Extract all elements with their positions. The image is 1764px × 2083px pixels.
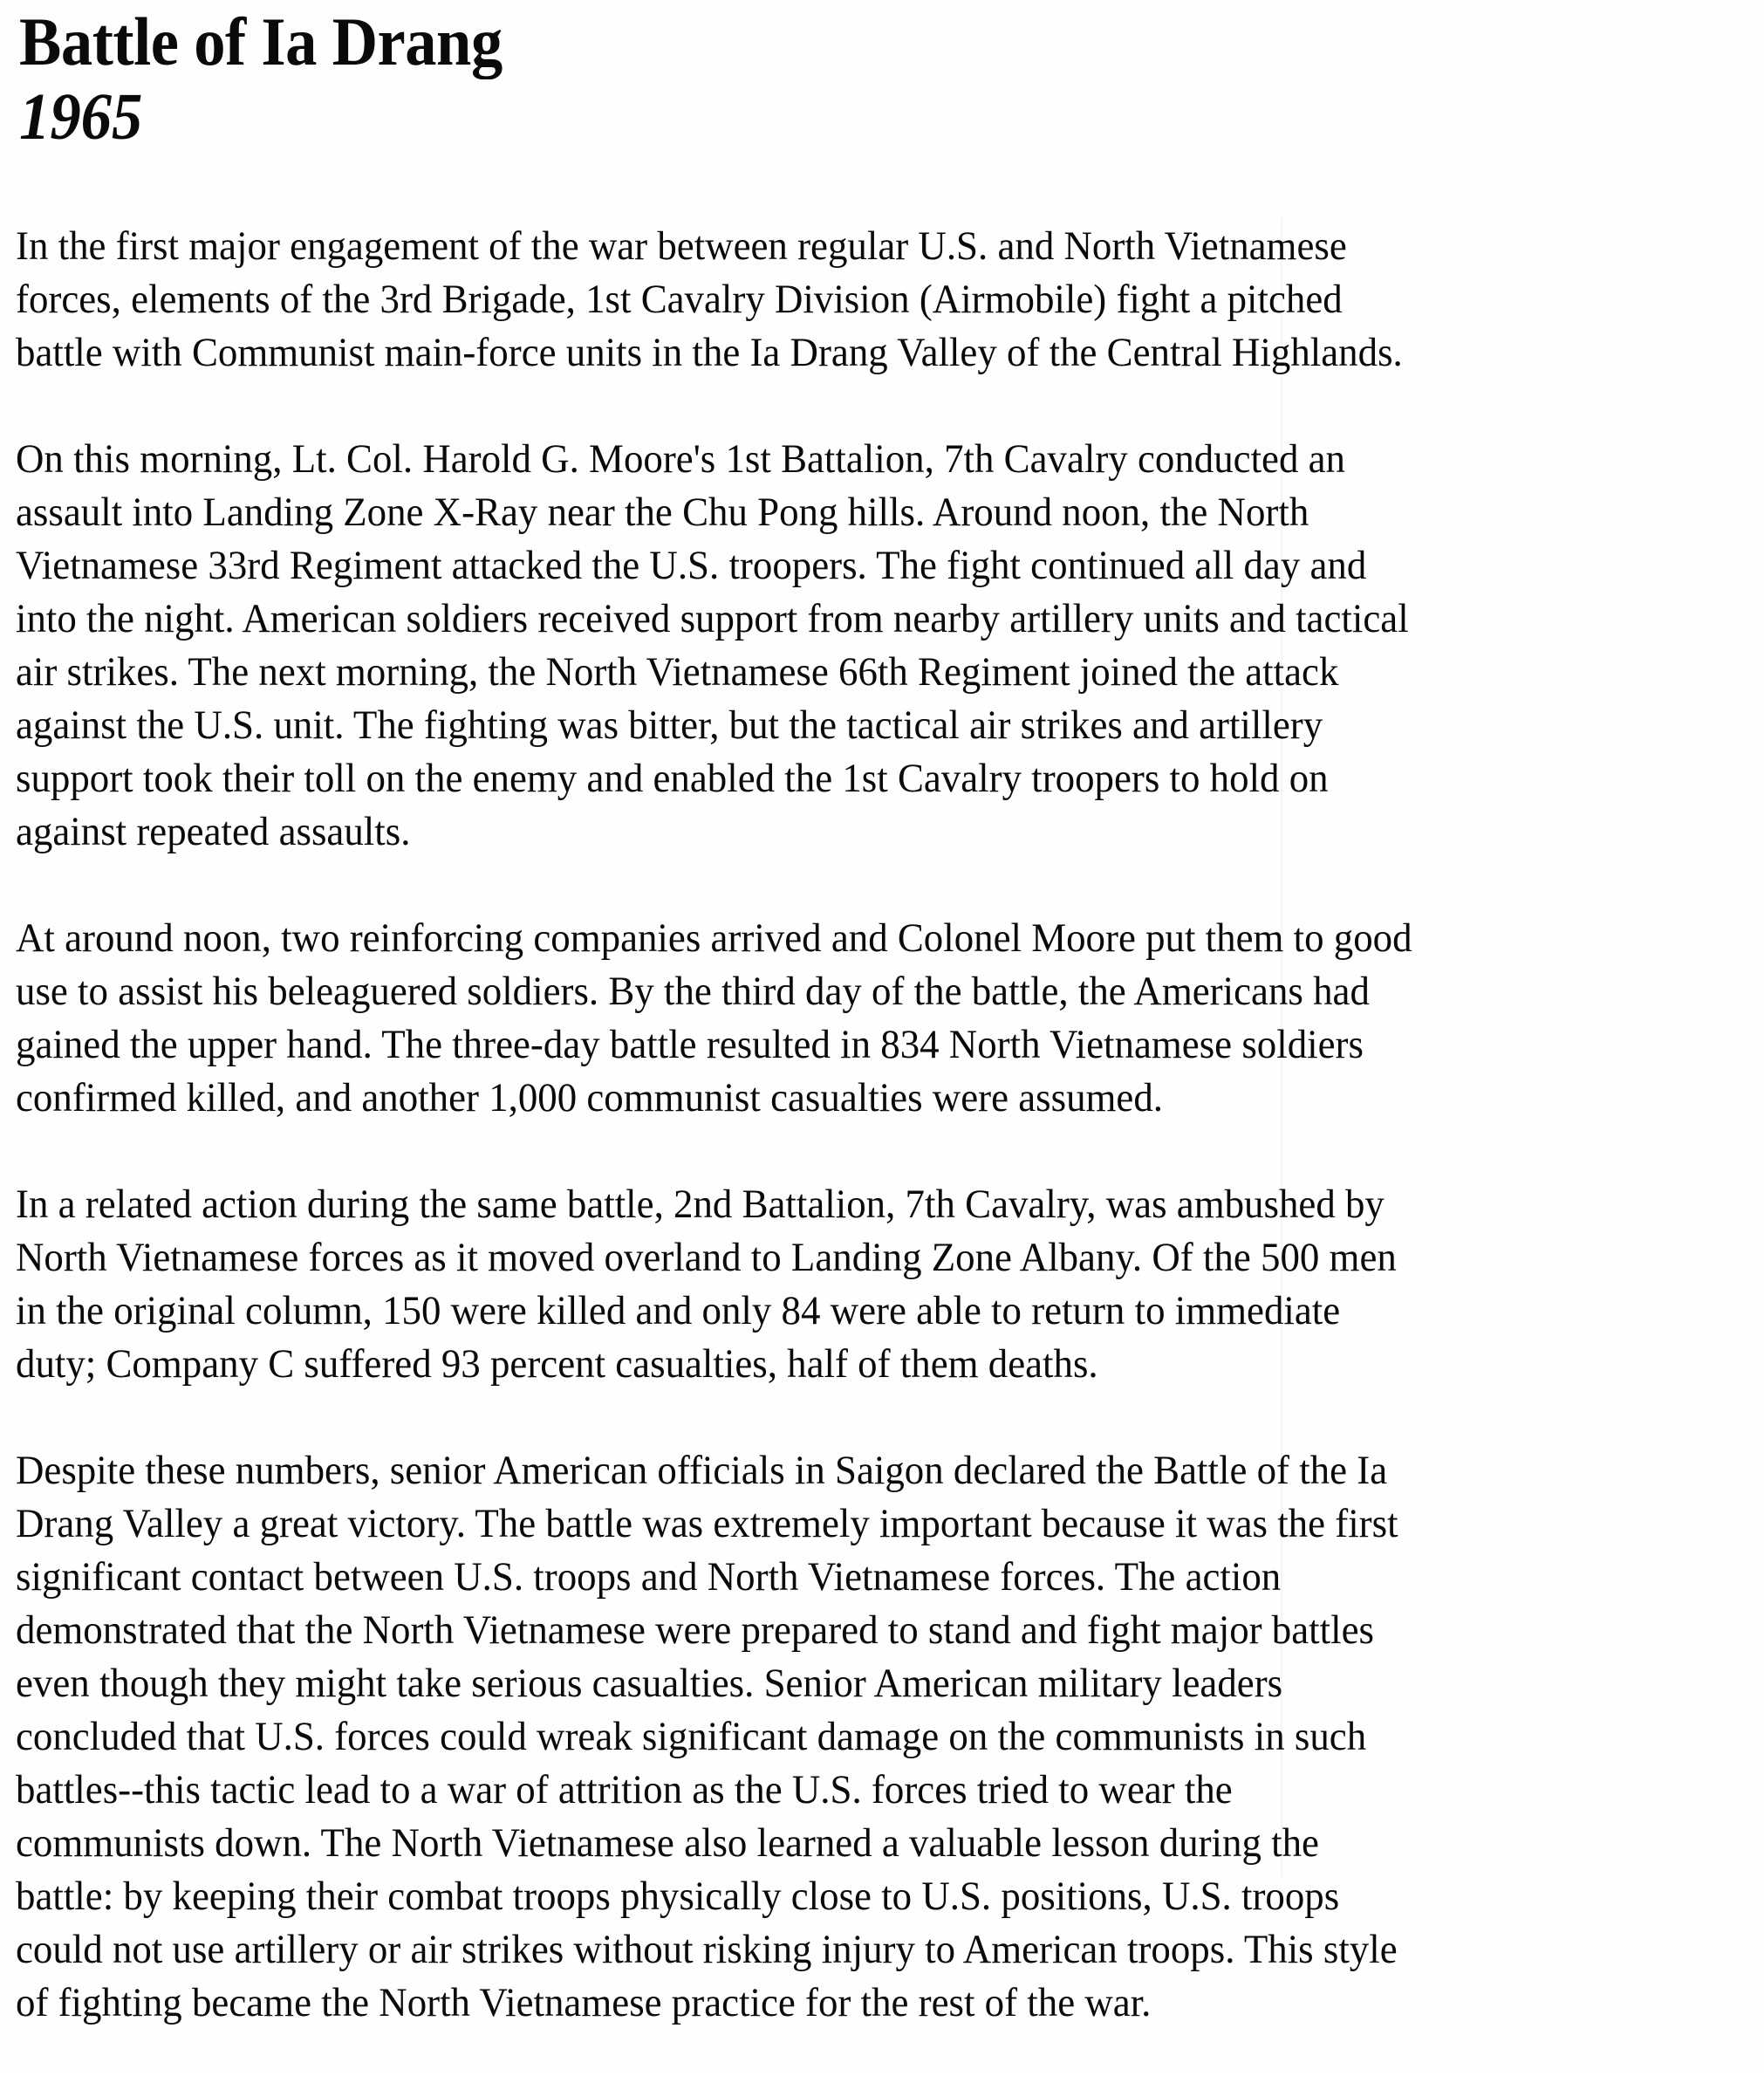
text-line: confirmed killed, and another 1,000 communist casualties were assumed.: [16, 1075, 1164, 1120]
text-line: battle: by keeping their combat troops physically close to U.S. positions, U.S. troops: [16, 1874, 1340, 1919]
paragraph-lz-albany: [16, 1178, 1752, 1391]
paragraph-reinforcements: [16, 912, 1752, 1125]
text-line: against repeated assaults.: [16, 809, 411, 854]
text-line: duty; Company C suffered 93 percent casualties, half of them deaths.: [16, 1341, 1098, 1387]
text-line: air strikes. The next morning, the North Vietnamese 66th Regiment joined the attack: [16, 649, 1339, 695]
text-line: communists down. The North Vietnamese also learned a valuable lesson during the: [16, 1820, 1319, 1866]
text-line: support took their toll on the enemy and enabled the 1st Cavalry troopers to hold on: [16, 756, 1329, 801]
text-line: gained the upper hand. The three-day battle resulted in 834 North Vietnamese soldiers: [16, 1022, 1364, 1067]
document-year: 1965: [19, 80, 143, 154]
text-line: Drang Valley a great victory. The battle was extremely important because it was the first: [16, 1501, 1398, 1546]
title-block: [19, 3, 538, 154]
text-line: In a related action during the same battle, 2nd Battalion, 7th Cavalry, was ambushed by: [16, 1182, 1385, 1227]
text-line: could not use artillery or air strikes without risking injury to American troops. This style: [16, 1927, 1398, 1972]
text-line: battle with Communist main-force units in the Ia Drang Valley of the Central Highlands.: [16, 330, 1403, 375]
text-line: against the U.S. unit. The fighting was bitter, but the tactical air strikes and artillery: [16, 702, 1323, 748]
text-line: of fighting became the North Vietnamese practice for the rest of the war.: [16, 1980, 1152, 2025]
text-line: Vietnamese 33rd Regiment attacked the U.S. troopers. The fight continued all day and: [16, 543, 1367, 588]
text-line: into the night. American soldiers received support from nearby artillery units and tactical: [16, 596, 1409, 641]
text-line: On this morning, Lt. Col. Harold G. Moore's 1st Battalion, 7th Cavalry conducted an: [16, 436, 1345, 482]
text-line: use to assist his beleaguered soldiers. By the third day of the battle, the Americans had: [16, 969, 1370, 1014]
paragraph-significance: [16, 1444, 1752, 2030]
text-line: demonstrated that the North Vietnamese were prepared to stand and fight major battles: [16, 1607, 1374, 1653]
document-body: [16, 220, 1752, 2083]
text-line: North Vietnamese forces as it moved overland to Landing Zone Albany. Of the 500 men: [16, 1235, 1397, 1280]
text-line: forces, elements of the 3rd Brigade, 1st Cavalry Division (Airmobile) fight a pitched: [16, 277, 1343, 322]
text-line: In the first major engagement of the war between regular U.S. and North Vietnamese: [16, 223, 1347, 269]
text-line: Despite these numbers, senior American officials in Saigon declared the Battle of the Ia: [16, 1448, 1388, 1493]
text-line: assault into Landing Zone X-Ray near the Chu Pong hills. Around noon, the North: [16, 490, 1309, 535]
text-line: in the original column, 150 were killed and only 84 were able to return to immediate: [16, 1288, 1341, 1333]
text-line: At around noon, two reinforcing companies arrived and Colonel Moore put them to good: [16, 915, 1412, 961]
document-title: Battle of Ia Drang: [19, 3, 503, 79]
text-line: significant contact between U.S. troops and North Vietnamese forces. The action: [16, 1554, 1282, 1600]
text-line: battles--this tactic lead to a war of attrition as the U.S. forces tried to wear the: [16, 1767, 1233, 1812]
text-line: even though they might take serious casualties. Senior American military leaders: [16, 1661, 1283, 1706]
text-line: concluded that U.S. forces could wreak significant damage on the communists in such: [16, 1714, 1367, 1759]
paragraph-introduction: [16, 220, 1752, 380]
paragraph-lz-xray: [16, 433, 1752, 859]
